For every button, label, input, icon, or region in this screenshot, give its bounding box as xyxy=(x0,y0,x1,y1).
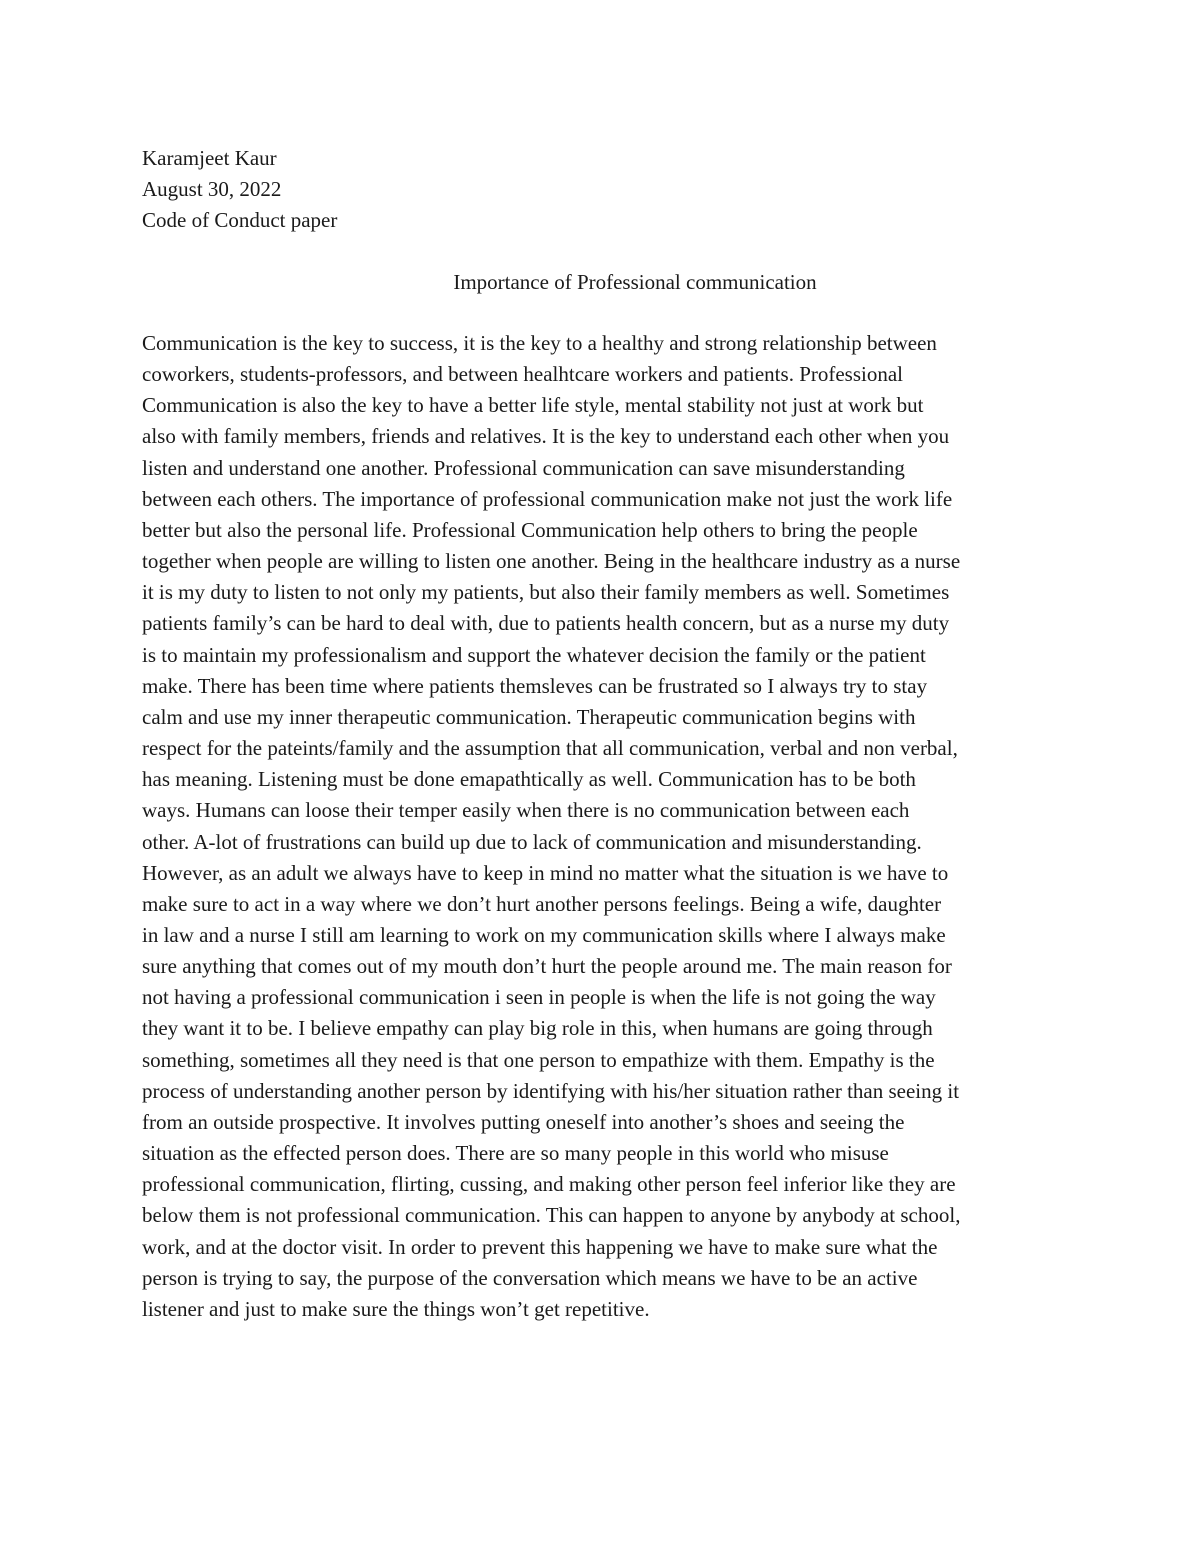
author-name: Karamjeet Kaur xyxy=(142,146,277,170)
body-line: below them is not professional communication. This can happen to anyone by anybody at school, xyxy=(142,1203,961,1228)
body-line: calm and use my inner therapeutic communication. Therapeutic communication begins with xyxy=(142,704,916,729)
body-line: coworkers, students-professors, and between healhtcare workers and patients. Professional xyxy=(142,362,904,387)
header-block xyxy=(142,143,337,236)
document-date: August 30, 2022 xyxy=(142,177,282,201)
body-line: make sure to act in a way where we don’t hurt another persons feelings. Being a wife, daughter xyxy=(142,891,942,916)
body-line: not having a professional communication i seen in people is when the life is not going the way xyxy=(142,985,936,1010)
body-line: other. A-lot of frustrations can build up due to lack of communication and misunderstanding. xyxy=(142,829,922,854)
body-line: Communication is also the key to have a better life style, mental stability not just at work but xyxy=(142,393,924,418)
body-line: it is my duty to listen to not only my patients, but also their family members as well. Sometimes xyxy=(142,580,950,605)
body-line: from an outside prospective. It involves putting oneself into another’s shoes and seeing the xyxy=(142,1109,905,1134)
body-line: between each others. The importance of professional communication make not just the work life xyxy=(142,486,953,511)
body-line: together when people are willing to listen one another. Being in the healthcare industry as a nurse xyxy=(142,549,961,574)
body-line: professional communication, flirting, cussing, and making other person feel inferior like they are xyxy=(142,1172,956,1197)
body-line: person is trying to say, the purpose of the conversation which means we have to be an active xyxy=(142,1265,918,1290)
body-line: respect for the pateints/family and the assumption that all communication, verbal and non verbal, xyxy=(142,736,958,761)
course-name: Code of Conduct paper xyxy=(142,208,338,232)
body-line: process of understanding another person by identifying with his/her situation rather than seeing it xyxy=(142,1078,960,1103)
body-line: listener and just to make sure the things won’t get repetitive. xyxy=(142,1296,650,1321)
document-title: Importance of Professional communication xyxy=(453,270,817,294)
body-line: better but also the personal life. Professional Communication help others to bring the people xyxy=(142,517,918,542)
body-line: also with family members, friends and relatives. It is the key to understand each other when you xyxy=(142,424,950,449)
body-line: has meaning. Listening must be done emapathtically as well. Communication has to be both xyxy=(142,767,916,792)
body-line: However, as an adult we always have to keep in mind no matter what the situation is we have to xyxy=(142,860,949,885)
body-line: Communication is the key to success, it is the key to a healthy and strong relationship between xyxy=(142,331,937,355)
body-line: situation as the effected person does. There are so many people in this world who misuse xyxy=(142,1141,889,1166)
body-line: is to maintain my professionalism and support the whatever decision the family or the patient xyxy=(142,642,926,667)
body-line: make. There has been time where patients themsleves can be frustrated so I always try to stay xyxy=(142,673,928,698)
body-line: ways. Humans can loose their temper easily when there is no communication between each xyxy=(142,798,910,823)
body-paragraph xyxy=(142,328,1072,1325)
body-line: work, and at the doctor visit. In order to prevent this happening we have to make sure what the xyxy=(142,1234,938,1259)
body-line: patients family’s can be hard to deal with, due to patients health concern, but as a nurse my duty xyxy=(142,611,950,636)
body-line: sure anything that comes out of my mouth don’t hurt the people around me. The main reason for xyxy=(142,954,952,979)
body-line: something, sometimes all they need is that one person to empathize with them. Empathy is the xyxy=(142,1047,935,1072)
body-line: they want it to be. I believe empathy can play big role in this, when humans are going through xyxy=(142,1016,933,1041)
body-line: in law and a nurse I still am learning to work on my communication skills where I always make xyxy=(142,922,946,947)
body-line: listen and understand one another. Professional communication can save misunderstanding xyxy=(142,455,905,480)
